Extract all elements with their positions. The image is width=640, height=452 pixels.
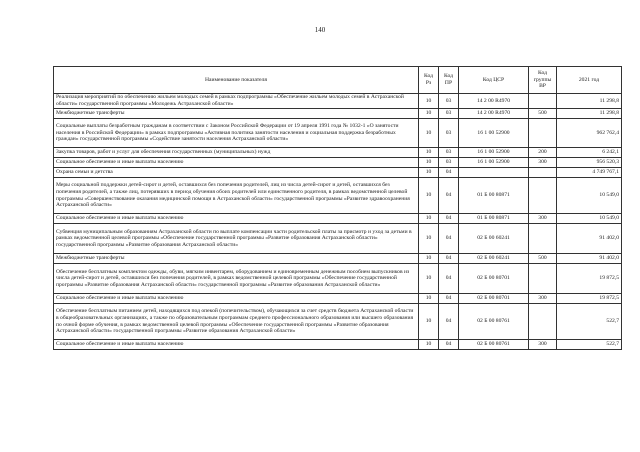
row-amount: 11 298,8 (557, 109, 622, 119)
row-amount: 91 402,0 (557, 254, 622, 264)
row-amount: 19 872,5 (557, 264, 622, 294)
budget-table (53, 66, 622, 350)
row-pr: 03 (439, 109, 459, 119)
table-row (54, 178, 622, 214)
row-pr: 03 (439, 148, 459, 158)
row-vr (529, 119, 557, 148)
table-header-row (54, 67, 622, 94)
row-vr: 500 (529, 254, 557, 264)
row-csr: 14 2 00 R4970 (459, 94, 529, 109)
row-csr: 02 Б 00 60241 (459, 224, 529, 254)
row-amount: 4 749 767,1 (557, 168, 622, 178)
row-name: Социальное обеспечение и иные выплаты населению (54, 214, 419, 224)
header-vr: Код группы ВР (529, 67, 557, 94)
row-amount: 91 402,0 (557, 224, 622, 254)
row-pr: 03 (439, 119, 459, 148)
header-csr: Код ЦСР (459, 67, 529, 94)
row-rz: 10 (419, 264, 439, 294)
row-vr: 300 (529, 158, 557, 168)
row-name: Межбюджетные трансферты (54, 109, 419, 119)
row-csr: 16 1 00 52900 (459, 119, 529, 148)
row-vr: 500 (529, 109, 557, 119)
row-rz: 10 (419, 214, 439, 224)
row-csr: 02 Б 00 60241 (459, 254, 529, 264)
row-name: Обеспечение бесплатным питанием детей, находящихся под опекой (попечительством), обучающихся за счет средств бюджета Астраханской области в общеобразовательных организациях, а также по образовательным программам среднего профессионального образования или высшего образования по очной форме обучения, в рамках ведомственной целевой программы «Обеспечение государственной программы «Развитие образования Астраханской области» государственной программы «Развитие образования Астраханской области» (54, 304, 419, 340)
row-vr (529, 304, 557, 340)
row-rz: 10 (419, 254, 439, 264)
row-name: Закупка товаров, работ и услуг для обеспечения государственных (муниципальных) нужд (54, 148, 419, 158)
row-rz: 10 (419, 158, 439, 168)
row-pr: 04 (439, 294, 459, 304)
row-csr: 14 2 00 R4970 (459, 109, 529, 119)
header-rz: Код Рз (419, 67, 439, 94)
row-name: Социальное обеспечение и иные выплаты населению (54, 158, 419, 168)
row-rz: 10 (419, 148, 439, 158)
row-vr (529, 178, 557, 214)
row-vr: 300 (529, 294, 557, 304)
row-name: Социальное обеспечение и иные выплаты населению (54, 294, 419, 304)
row-rz: 10 (419, 119, 439, 148)
row-name: Социальное обеспечение и иные выплаты населению (54, 340, 419, 350)
row-name: Меры социальной поддержки детей-сирот и детей, оставшихся без попечения родителей, лиц из числа детей-сирот и детей, оставшихся без попечения родителей, а также лиц, потерявших в период обучения обоих родителей или единственного родителя, в рамках ведомственной целевой программы «Совершенствование оказания медицинской помощи в Астраханской области» государственной программы «Развитие здравоохранения Астраханской области» (54, 178, 419, 214)
row-rz: 10 (419, 109, 439, 119)
row-vr (529, 168, 557, 178)
row-amount: 522,7 (557, 340, 622, 350)
table-row (54, 109, 622, 119)
table-row (54, 254, 622, 264)
row-rz: 10 (419, 178, 439, 214)
row-amount: 10 549,0 (557, 178, 622, 214)
row-rz: 10 (419, 304, 439, 340)
row-vr: 300 (529, 340, 557, 350)
row-csr: 02 Б 00 80701 (459, 264, 529, 294)
row-vr: 300 (529, 214, 557, 224)
row-name: Социальные выплаты безработным гражданам в соответствии с Законом Российской Федерации от 19 апреля 1991 года № 1032-1 «О занятости населения в Российской Федерации» в рамках подпрограммы «Активная политика занятости населения и социальная поддержка безработных граждан» государственной программы «Содействие занятости населения Астраханской области» (54, 119, 419, 148)
row-rz: 10 (419, 294, 439, 304)
row-name: Межбюджетные трансферты (54, 254, 419, 264)
row-rz: 10 (419, 340, 439, 350)
header-pr: Код ПР (439, 67, 459, 94)
row-amount: 522,7 (557, 304, 622, 340)
table-row (54, 119, 622, 148)
row-csr: 01 Б 00 80871 (459, 214, 529, 224)
row-amount: 10 549,0 (557, 214, 622, 224)
table-row (54, 264, 622, 294)
row-pr: 04 (439, 178, 459, 214)
row-csr: 02 Б 00 80701 (459, 294, 529, 304)
row-csr: 02 Б 00 80761 (459, 340, 529, 350)
row-csr: 16 1 00 52900 (459, 158, 529, 168)
table-row (54, 168, 622, 178)
header-name: Наименование показателя (54, 67, 419, 94)
table-row (54, 340, 622, 350)
row-amount: 6 242,1 (557, 148, 622, 158)
row-csr: 02 Б 00 80761 (459, 304, 529, 340)
row-name: Реализация мероприятий по обеспечению жильем молодых семей в рамках подпрограммы «Обеспечение жильем молодых семей в Астраханской области» государственной программы «Молодежь Астраханской области» (54, 94, 419, 109)
row-csr: 16 1 00 52900 (459, 148, 529, 158)
row-amount: 11 298,8 (557, 94, 622, 109)
row-pr: 04 (439, 214, 459, 224)
row-amount: 962 762,4 (557, 119, 622, 148)
row-rz: 10 (419, 168, 439, 178)
row-name: Охрана семьи и детства (54, 168, 419, 178)
row-pr: 03 (439, 158, 459, 168)
table-row (54, 224, 622, 254)
table-row (54, 294, 622, 304)
row-vr (529, 94, 557, 109)
row-pr: 04 (439, 168, 459, 178)
row-vr: 200 (529, 148, 557, 158)
row-pr: 04 (439, 254, 459, 264)
row-pr: 04 (439, 224, 459, 254)
header-year: 2021 год (557, 67, 622, 94)
row-rz: 10 (419, 94, 439, 109)
row-pr: 03 (439, 94, 459, 109)
row-name: Субвенция муниципальным образованиям Астраханской области по выплате компенсации части родительской платы за присмотр и уход за детьми в рамках ведомственной целевой программы «Обеспечение государственной программы «Развитие образования Астраханской области» государственной программы «Развитие образования Астраханской области» (54, 224, 419, 254)
row-pr: 04 (439, 264, 459, 294)
row-amount: 956 520,3 (557, 158, 622, 168)
row-rz: 10 (419, 224, 439, 254)
row-pr: 04 (439, 340, 459, 350)
table-row (54, 214, 622, 224)
page-number: 140 (314, 26, 326, 34)
row-name: Обеспечение бесплатным комплектом одежды, обуви, мягким инвентарем, оборудованием и единовременным денежным пособием выпускников из числа детей-сирот и детей, оставшихся без попечения родителей, в рамках ведомственной целевой программы «Обеспечение государственной программы «Развитие образования Астраханской области» государственной программы «Развитие образования Астраханской области» (54, 264, 419, 294)
row-vr (529, 224, 557, 254)
table-row (54, 94, 622, 109)
row-pr: 04 (439, 304, 459, 340)
table-row (54, 148, 622, 158)
row-csr: 01 Б 00 80871 (459, 178, 529, 214)
row-amount: 19 872,5 (557, 294, 622, 304)
table-row (54, 158, 622, 168)
row-csr (459, 168, 529, 178)
table-row (54, 304, 622, 340)
row-vr (529, 264, 557, 294)
